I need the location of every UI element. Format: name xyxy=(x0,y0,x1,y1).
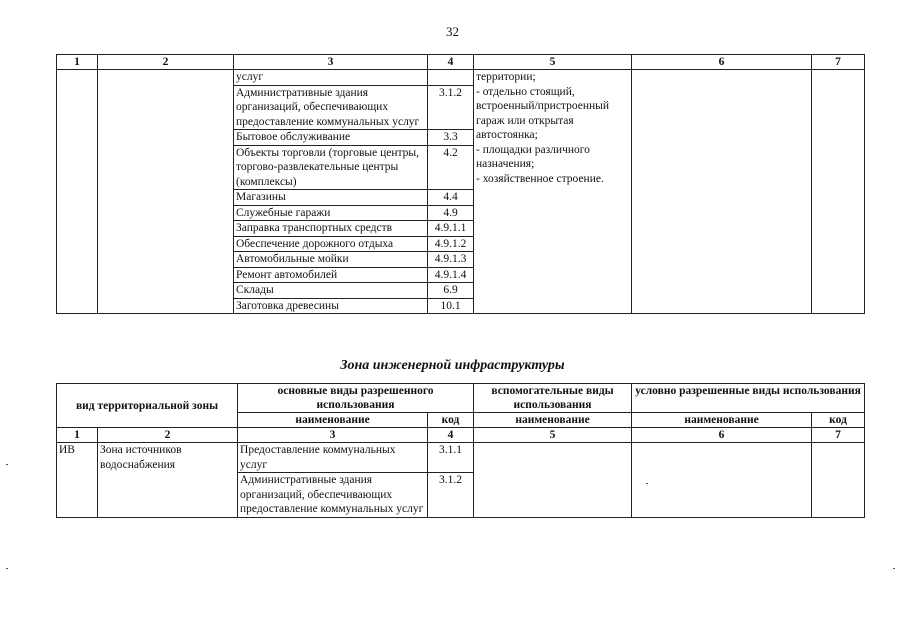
use-name: Заготовка древесины xyxy=(234,298,428,314)
use-code: 3.1.2 xyxy=(428,473,474,518)
use-code: 6.9 xyxy=(428,283,474,299)
scan-speck xyxy=(6,464,8,465)
col-num-4: 4 xyxy=(428,428,474,443)
table-row xyxy=(57,443,865,473)
column-number-row xyxy=(57,55,865,70)
use-code: 4.9.1.4 xyxy=(428,267,474,283)
page-number: 32 xyxy=(446,24,459,39)
use-code: 3.3 xyxy=(428,130,474,146)
use-name: Склады xyxy=(234,283,428,299)
header-zone-type: вид территориальной зоны xyxy=(57,384,238,428)
col-num-6: 6 xyxy=(632,55,812,70)
use-code xyxy=(428,70,474,86)
use-code: 4.9.1.2 xyxy=(428,236,474,252)
use-name: Бытовое обслуживание xyxy=(234,130,428,146)
use-name: Автомобильные мойки xyxy=(234,252,428,268)
use-name: услуг xyxy=(234,70,428,86)
use-code: 4.2 xyxy=(428,145,474,190)
conditional-code-cell xyxy=(812,70,865,314)
conditional-code-cell xyxy=(812,443,865,518)
scan-speck xyxy=(646,483,648,484)
header-row xyxy=(57,384,865,413)
header-conditional-code: код xyxy=(812,413,865,428)
col-num-2: 2 xyxy=(98,428,238,443)
auxiliary-item: - хозяйственное строение. xyxy=(476,172,604,185)
conditional-name-cell xyxy=(632,70,812,314)
zone-section-title: Зона инженерной инфраструктуры xyxy=(340,358,565,373)
header-main-code: код xyxy=(428,413,474,428)
col-num-1: 1 xyxy=(57,428,98,443)
zone-name: Зона источников водоснабжения xyxy=(98,443,238,518)
use-name: Служебные гаражи xyxy=(234,205,428,221)
use-name: Объекты торговли (торговые центры, торгово-развлекательные центры (комплексы) xyxy=(234,145,428,190)
zone-name-cell xyxy=(98,70,234,314)
use-name: Магазины xyxy=(234,190,428,206)
col-num-1: 1 xyxy=(57,55,98,70)
auxiliary-uses-cell xyxy=(474,70,632,314)
col-num-5: 5 xyxy=(474,428,632,443)
col-num-7: 7 xyxy=(812,55,865,70)
use-name: Административные здания организаций, обеспечивающих предоставление коммунальных услуг xyxy=(234,85,428,130)
zone-code-cell xyxy=(57,70,98,314)
scan-speck xyxy=(6,568,8,569)
table-row xyxy=(57,70,865,86)
use-name: Административные здания организаций, обеспечивающих предоставление коммунальных услуг xyxy=(238,473,428,518)
use-code: 4.9.1.3 xyxy=(428,252,474,268)
use-code: 4.4 xyxy=(428,190,474,206)
scan-speck xyxy=(893,568,895,569)
use-name: Ремонт автомобилей xyxy=(234,267,428,283)
zone-table-continued xyxy=(56,54,865,314)
auxiliary-item: - площадки различного назначения; xyxy=(476,143,590,170)
use-name: Предоставление коммунальных услуг xyxy=(238,443,428,473)
use-code: 3.1.1 xyxy=(428,443,474,473)
column-number-row xyxy=(57,428,865,443)
engineering-zone-table xyxy=(56,383,865,518)
auxiliary-item: территории; xyxy=(476,71,536,83)
header-aux-name: наименование xyxy=(474,413,632,428)
conditional-name-cell xyxy=(632,443,812,518)
col-num-3: 3 xyxy=(234,55,428,70)
col-num-2: 2 xyxy=(98,55,234,70)
header-conditional-uses: условно разрешенные виды использования xyxy=(632,384,865,413)
auxiliary-uses-cell xyxy=(474,443,632,518)
header-conditional-name: наименование xyxy=(632,413,812,428)
use-code: 10.1 xyxy=(428,298,474,314)
col-num-3: 3 xyxy=(238,428,428,443)
col-num-7: 7 xyxy=(812,428,865,443)
use-code: 4.9.1.1 xyxy=(428,221,474,237)
col-num-5: 5 xyxy=(474,55,632,70)
use-code: 3.1.2 xyxy=(428,85,474,130)
auxiliary-item: - отдельно стоящий, встроенный/пристроенный гараж или открытая автостоянка; xyxy=(476,85,610,141)
col-num-6: 6 xyxy=(632,428,812,443)
header-aux-uses: вспомогательные виды использования xyxy=(474,384,632,413)
use-name: Заправка транспортных средств xyxy=(234,221,428,237)
zone-code: ИВ xyxy=(57,443,98,518)
use-name: Обеспечение дорожного отдыха xyxy=(234,236,428,252)
header-main-uses: основные виды разрешенного использования xyxy=(238,384,474,413)
header-main-name: наименование xyxy=(238,413,428,428)
col-num-4: 4 xyxy=(428,55,474,70)
use-code: 4.9 xyxy=(428,205,474,221)
